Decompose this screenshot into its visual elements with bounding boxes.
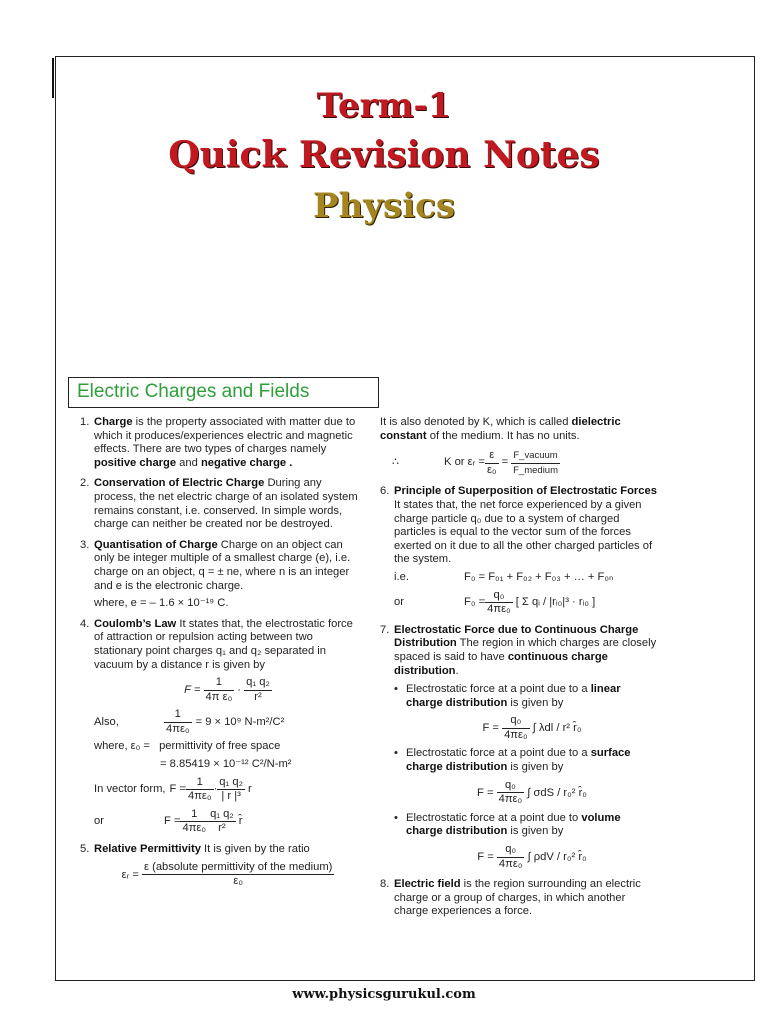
term-positive: positive charge	[94, 456, 177, 469]
term-coulomb: Coulomb’s Law	[94, 617, 177, 630]
fraction	[186, 776, 214, 804]
denominator: 4πε₀	[166, 722, 190, 735]
point-text: During any process, the net electric charge of an isolated system remains constant, i.e. conserved. In simple words, charge can neither be created nor be destroyed.	[94, 477, 358, 531]
dielectric-formula	[392, 449, 658, 477]
numerator: 1	[204, 676, 235, 691]
point-text: is the property associated with matter due to which it produces/experiences electric and magnetic effects. There are two types of charges namely	[94, 416, 356, 456]
therefore-symbol: ∴	[392, 456, 400, 469]
unit-vector: r̂	[238, 815, 243, 828]
fraction	[511, 449, 560, 477]
formula-lhs: εᵣ =	[121, 868, 139, 881]
denominator: 4πε₀	[504, 728, 528, 741]
fraction	[497, 843, 525, 871]
point-number: 2.	[80, 477, 90, 490]
integral: ∫ λdl / r² r̂₀	[532, 722, 582, 735]
point-text: .	[455, 664, 459, 677]
left-column	[80, 416, 362, 896]
formula-lhs: K or εᵣ =	[444, 456, 485, 469]
volume-formula	[406, 843, 658, 871]
row-label: i.e.	[394, 570, 409, 583]
permittivity-value: = 8.85419 × 10⁻¹² C²/N-m²	[160, 758, 292, 771]
bullet-surface	[394, 747, 658, 806]
numerator: q₀	[502, 714, 530, 729]
numerator: q₀	[485, 589, 513, 604]
numerator: ε	[485, 449, 499, 464]
linear-formula	[406, 714, 658, 742]
fraction	[485, 589, 513, 617]
fraction	[497, 779, 525, 807]
bullet-text: Electrostatic force at a point due to a	[406, 683, 591, 696]
term-conservation: Conservation of Electric Charge	[94, 477, 265, 490]
permittivity-row	[94, 740, 362, 754]
point-electric-field	[380, 878, 658, 919]
coulomb-formula	[94, 676, 362, 704]
point-number: 3.	[80, 538, 90, 551]
numerator: ε (absolute permittivity of the medium)	[142, 861, 334, 876]
vector-form-row	[94, 776, 362, 804]
term-negative: negative charge .	[200, 456, 293, 469]
vector-r: r	[247, 782, 252, 795]
bullet-linear	[394, 683, 658, 742]
bullet-text: Electrostatic force at a point due to a	[406, 747, 591, 760]
term-volume: volume charge distribution	[406, 811, 621, 838]
point-text: and	[176, 456, 201, 469]
term-surface: surface charge distribution	[406, 747, 631, 774]
numerator: 1	[164, 708, 192, 723]
formula-lhs: F =	[169, 782, 186, 795]
paragraph-text: It is also denoted by K, which is called	[380, 416, 572, 428]
point-number: 5.	[80, 843, 90, 856]
bullet-volume	[394, 812, 658, 871]
point-text: is the region surrounding an electric charge or a group of charges, in which another charge experiences a force.	[394, 878, 641, 918]
fraction	[502, 714, 530, 742]
superposition-sum-row	[394, 571, 658, 585]
unit-vector-row	[94, 808, 362, 836]
integral: ∫ σdS / r₀² r̂₀	[527, 786, 587, 799]
denominator: F_medium	[513, 464, 558, 476]
point-continuous-distribution	[380, 624, 658, 872]
row-label: where, ε₀ =	[94, 740, 150, 753]
row-label: or	[94, 815, 104, 828]
title-subject: Physics	[313, 186, 455, 226]
formula-lhs: F =	[184, 684, 201, 697]
point-number: 1.	[80, 416, 90, 428]
point-number: 6.	[380, 485, 390, 498]
term-electric-field: Electric field	[394, 878, 461, 891]
superposition-formula-row	[394, 589, 658, 617]
row-label: or	[394, 595, 404, 608]
row-label: Also,	[94, 715, 119, 728]
denominator: ε₀	[486, 463, 497, 476]
footer-url[interactable]: www.physicsgurukul.com	[292, 987, 476, 1002]
numerator: q₀	[497, 843, 525, 858]
formula-lhs: F =	[482, 722, 499, 735]
denominator: 4πε₀	[498, 793, 523, 806]
denominator: r²	[254, 690, 262, 703]
summation: [ Σ qᵢ / |rᵢ₀|³ · rᵢ₀ ]	[515, 595, 596, 608]
numerator: q₁ q₂	[208, 808, 236, 823]
fraction	[208, 808, 236, 836]
term-continuous: Electrostatic Force due to Continuous Charge Distribution	[394, 623, 639, 650]
bullet-text: is given by	[507, 825, 564, 838]
numerator: 1	[186, 776, 214, 791]
numerator: q₁ q₂	[244, 676, 272, 691]
formula-lhs: F =	[477, 786, 494, 799]
denominator: 4πε₀	[187, 790, 212, 803]
numerator: q₁ q₂	[217, 776, 245, 791]
point-relative-permittivity	[80, 843, 362, 889]
operator: ·	[237, 684, 242, 697]
constant-value: = 9 × 10⁹ N-m²/C²	[195, 715, 285, 728]
term-charge: Charge	[94, 416, 133, 428]
title-term: Term-1	[316, 86, 452, 126]
numerator: q₀	[497, 779, 525, 794]
point-text: Charge on an object can only be integer multiple of a smallest charge (e), i.e. charge on an object, q = ± ne, where n is an integer and e is the electronic charge.	[94, 538, 351, 592]
force-sum: F₀ = F₀₁ + F₀₂ + F₀₃ + … + F₀ₙ	[464, 570, 614, 583]
section-heading: Electric Charges and Fields	[68, 377, 379, 408]
point-text: It states that, the net force experienced by a given charge particle q₀ due to a system of charged particles is equal to the vector sum of the forces exerted on it due to all the other charged particles of the system.	[394, 498, 653, 566]
point-coulomb	[80, 618, 362, 836]
term-continuous-charge: continuous charge distribution	[394, 650, 608, 677]
point-text: The region in which charges are closely spaced is said to have	[394, 637, 657, 663]
bullet-text: Electrostatic force at a point due to	[406, 811, 582, 824]
point-quantisation	[80, 539, 362, 611]
point-number: 7.	[380, 623, 390, 636]
formula-lhs: F₀ =	[464, 595, 486, 608]
operator: =	[501, 456, 509, 469]
bullet-text: is given by	[507, 696, 564, 709]
title-quick-revision: Quick Revision Notes	[168, 134, 600, 176]
denominator: 4πε₀	[182, 822, 207, 835]
integral: ∫ ρdV / r₀² r̂₀	[527, 851, 587, 864]
point-text: It states that, the electrostatic force of attraction or repulsion acting between two stationary point charges q₁ and q₂ separated in vacuum by a distance r is given by	[94, 617, 353, 671]
point-number: 4.	[80, 617, 90, 630]
fraction	[142, 861, 334, 889]
dielectric-intro	[380, 416, 658, 443]
row-label: In vector form,	[94, 782, 166, 795]
fraction	[164, 708, 192, 736]
point-number: 8.	[380, 878, 390, 891]
right-column	[380, 416, 658, 926]
denominator: 4πε₀	[487, 603, 511, 616]
fraction	[244, 676, 272, 704]
fraction	[204, 676, 235, 704]
point-charge	[80, 416, 362, 470]
term-relative-permittivity: Relative Permittivity	[94, 843, 201, 856]
numerator: F_vacuum	[511, 449, 560, 464]
permittivity-text: permittivity of free space	[159, 740, 281, 753]
term-superposition: Principle of Superposition of Electrostatic Forces	[394, 485, 657, 498]
denominator: | r |³	[221, 790, 241, 803]
point-conservation	[80, 477, 362, 531]
term-dielectric: dielectric constant	[380, 416, 621, 442]
point-text: It is given by the ratio	[200, 843, 310, 856]
formula-lhs: F =	[477, 851, 494, 864]
point-superposition	[380, 485, 658, 616]
denominator: 4π ε₀	[205, 690, 233, 703]
surface-formula	[406, 779, 658, 807]
denominator: 4πε₀	[498, 857, 523, 870]
term-quantisation: Quantisation of Charge	[94, 538, 218, 551]
electron-charge: where, e = – 1.6 × 10⁻¹⁹ C.	[94, 597, 229, 610]
denominator: ε₀	[233, 875, 244, 888]
formula-lhs: F =	[164, 815, 181, 828]
fraction	[217, 776, 245, 804]
paragraph-text: of the medium. It has no units.	[426, 429, 580, 442]
constant-row	[94, 708, 362, 736]
numerator: 1	[180, 808, 208, 823]
fraction	[485, 449, 499, 477]
operator: ·	[213, 782, 218, 795]
fraction	[180, 808, 208, 836]
relative-permittivity-formula	[94, 861, 362, 889]
denominator: r²	[218, 822, 226, 835]
bullet-text: is given by	[507, 761, 564, 774]
term-linear: linear charge distribution	[406, 683, 621, 709]
